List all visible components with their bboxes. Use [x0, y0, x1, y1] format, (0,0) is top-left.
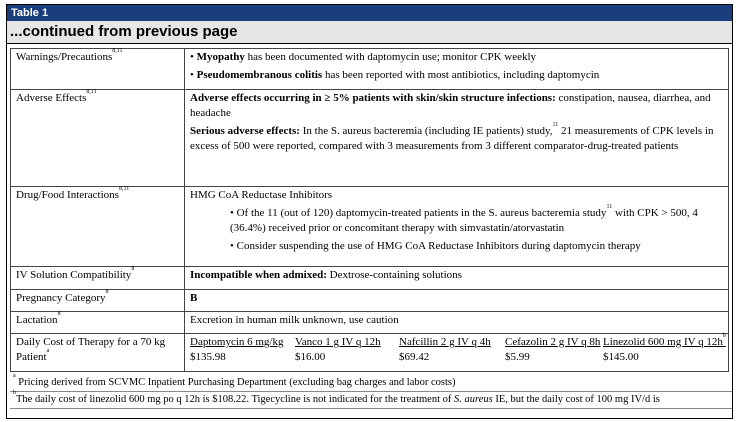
row-label-lactation: Lactation$^8$ — [11, 312, 185, 334]
adverse-serious: Serious adverse effects: In the S. aureus bacteremia (including IE patients) study,$^{11}$ 21 measurements of CPK levels in excess of 500 were reported, compared with 3 measurements from 3 different comparator-drug-treated patients — [190, 122, 714, 152]
interactions-heading: HMG CoA Reductase Inhibitors — [190, 189, 333, 201]
footnote-b: $^b$The daily cost of linezolid 600 mg po q 12h is $108.22. Tigecycline is not indicated for the treatment of S. aureus IE, but the daily cost of 100 mg IV/d is — [10, 392, 732, 409]
table-row — [11, 334, 729, 372]
row-value-cost — [185, 334, 729, 372]
row-label-cost: Daily Cost of Therapy for a 70 kg Patient$^a$ — [11, 334, 185, 372]
document-table-frame — [6, 4, 733, 419]
list-item: • Of the 11 (out of 120) daptomycin-treated patients in the S. aureus bacteremia study$^{11}$ with CPK > 500, 4 (36.4%) received prior or concomitant therapy with simvastatin/atorvastatin — [230, 204, 698, 234]
row-label-pregnancy: Pregnancy Category$^8$ — [11, 290, 185, 312]
row-value-adverse — [185, 90, 729, 187]
table-label-bar: Table 1 — [7, 5, 732, 21]
table-row — [11, 187, 729, 267]
list-item: • Myopathy has been documented with daptomycin use; monitor CPK weekly — [190, 51, 537, 63]
row-value-interactions — [185, 187, 729, 267]
footnote-a: $^a$ Pricing derived from SCVMC Inpatient Purchasing Department (excluding bag charges and labor costs) — [10, 375, 732, 392]
row-label-interactions: Drug/Food Interactions$^{8,11}$ — [11, 187, 185, 267]
adverse-common: Adverse effects occurring in ≥ 5% patients with skin/skin structure infections: constipation, nausea, diarrhea, and headache — [190, 92, 711, 119]
row-label-iv: IV Solution Compatibility$^8$ — [11, 267, 185, 290]
table-row — [11, 267, 729, 290]
list-item: • Consider suspending the use of HMG CoA Reductase Inhibitors during daptomycin therapy — [230, 240, 641, 252]
row-value-iv: Incompatible when admixed: Dextrose-containing solutions — [185, 267, 729, 290]
cost-column: Cefazolin 2 g IV q 8h $5.99 — [505, 336, 601, 363]
continued-heading: ...continued from previous page — [7, 21, 732, 44]
row-value-pregnancy: B — [185, 290, 729, 312]
cost-column: Daptomycin 6 mg/kg $135.98 — [190, 336, 284, 363]
table-row — [11, 49, 729, 90]
cost-column: Linezolid 600 mg IV q $12h^b$ $145.00 — [603, 333, 726, 363]
row-label-adverse: Adverse Effects$^{8,11}$ — [11, 90, 185, 187]
row-value-warnings — [185, 49, 729, 90]
row-label-warnings: Warnings/Precautions$^{8,11}$ — [11, 49, 185, 90]
table-row — [11, 290, 729, 312]
footnotes — [10, 375, 732, 409]
table-row — [11, 90, 729, 187]
table-row — [11, 312, 729, 334]
cost-column: Vanco 1 g IV q 12h $16.00 — [295, 336, 381, 363]
cost-column: Nafcillin 2 g IV q 4h $69.42 — [399, 336, 491, 363]
list-item: • Pseudomembranous colitis has been reported with most antibiotics, including daptomycin — [190, 69, 600, 81]
row-value-lactation: Excretion in human milk unknown, use caution — [185, 312, 729, 334]
drug-info-table — [10, 48, 729, 372]
cost-columns — [190, 333, 726, 365]
